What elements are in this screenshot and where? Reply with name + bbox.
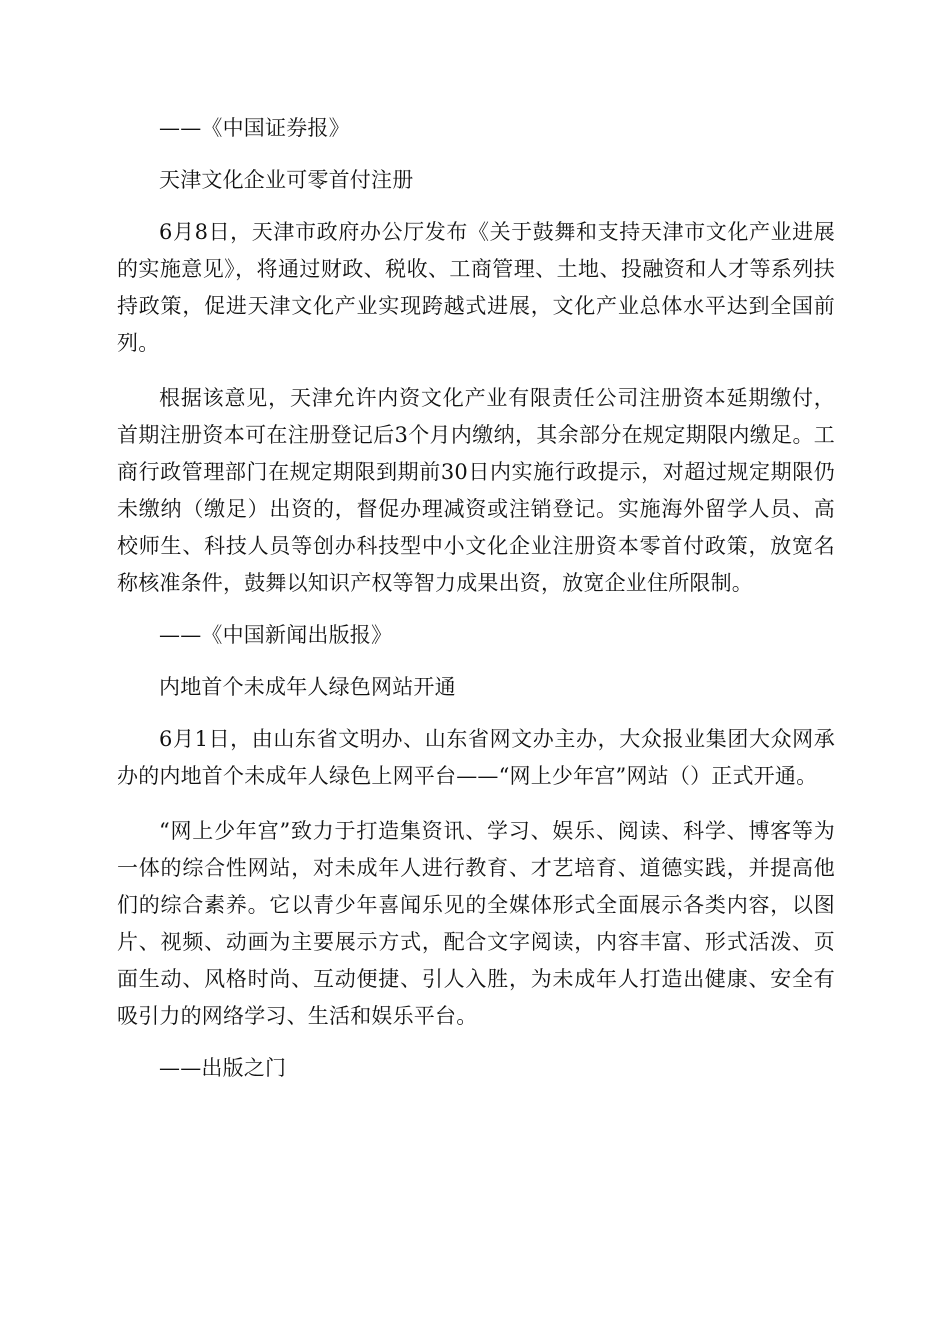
article-heading-tianjin: 天津文化企业可零首付注册	[159, 168, 414, 192]
article-heading-green-website: 内地首个未成年人绿色网站开通	[159, 675, 456, 699]
article-paragraph: 根据该意见，天津允许内资文化产业有限责任公司注册资本延期缴付，首期注册资本可在注册登记后3个月内缴纳，其余部分在规定期限内缴足。工商行政管理部门在规定期限到期前30日内实施行政提示，对超过规定期限仍未缴纳（缴足）出资的，督促办理减资或注销登记。实施海外留学人员、高校师生、科技人员等创办科技型中小文化企业注册资本零首付政策，放宽名称核准条件，鼓舞以知识产权等智力成果出资，放宽企业住所限制。	[117, 386, 835, 595]
article-paragraph: “网上少年宫”致力于打造集资讯、学习、娱乐、阅读、科学、博客等为一体的综合性网站，对未成年人进行教育、才艺培育、道德实践，并提高他们的综合素养。它以青少年喜闻乐见的全媒体形式全面展示各类内容，以图片、视频、动画为主要展示方式，配合文字阅读，内容丰富、形式活泼、页面生动、风格时尚、互动便捷、引人入胜，为未成年人打造出健康、安全有吸引力的网络学习、生活和娱乐平台。	[117, 819, 835, 1028]
article-paragraph: 6月1日，由山东省文明办、山东省网文办主办，大众报业集团大众网承办的内地首个未成年人绿色上网平台——“网上少年宫”网站（）正式开通。	[117, 727, 835, 788]
source-attribution-securities-times: ——《中国证券报》	[159, 116, 350, 140]
source-attribution-press-news: ——《中国新闻出版报》	[159, 623, 393, 647]
document-page	[117, 110, 835, 1087]
article-paragraph: 6月8日，天津市政府办公厅发布《关于鼓舞和支持天津市文化产业进展的实施意见》，将通过财政、税收、工商管理、土地、投融资和人才等系列扶持政策，促进天津文化产业实现跨越式进展，文化产业总体水平达到全国前列。	[117, 220, 835, 355]
source-attribution-publishing-gate: ——出版之门	[159, 1056, 287, 1080]
